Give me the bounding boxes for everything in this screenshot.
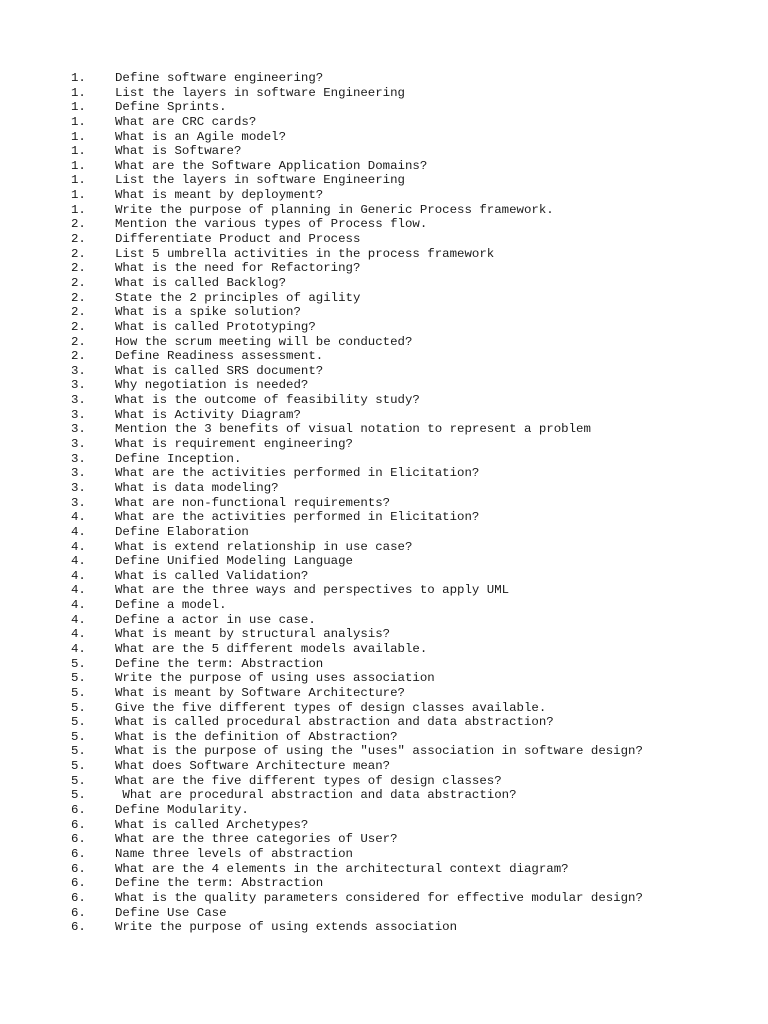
list-item — [71, 217, 751, 232]
question-text: What are the activities performed in Elicitation? — [115, 510, 480, 525]
list-item — [71, 525, 751, 540]
question-text: State the 2 principles of agility — [115, 290, 361, 305]
list-item — [71, 159, 751, 174]
question-text: What is an Agile model? — [115, 129, 287, 144]
list-item — [71, 818, 751, 833]
list-item — [71, 452, 751, 467]
question-text: What are the Software Application Domains? — [115, 158, 428, 173]
list-item — [71, 71, 751, 86]
question-number: 3. — [71, 495, 86, 510]
question-number: 4. — [71, 510, 86, 525]
list-item — [71, 320, 751, 335]
question-text: What is meant by Software Architecture? — [115, 685, 405, 700]
list-item — [71, 496, 751, 511]
list-item — [71, 876, 751, 891]
list-item — [71, 247, 751, 262]
list-item — [71, 832, 751, 847]
question-text: What is Activity Diagram? — [115, 407, 301, 422]
question-number: 2. — [71, 290, 86, 305]
question-number: 1. — [71, 158, 86, 173]
question-number: 2. — [71, 334, 86, 349]
list-item — [71, 305, 751, 320]
question-text: What is meant by structural analysis? — [115, 627, 391, 642]
question-text: Define a model. — [115, 598, 227, 613]
question-list — [71, 71, 751, 935]
question-text: Define software engineering? — [115, 71, 324, 85]
list-item — [71, 393, 751, 408]
list-item — [71, 686, 751, 701]
question-text: List the layers in software Engineering — [115, 85, 405, 100]
list-item — [71, 335, 751, 350]
question-text: What is meant by deployment? — [115, 188, 324, 203]
question-number: 5. — [71, 671, 86, 686]
question-number: 5. — [71, 715, 86, 730]
question-text: What are the three ways and perspectives to apply UML — [115, 583, 510, 598]
question-number: 2. — [71, 349, 86, 364]
question-text: What is called procedural abstraction and data abstraction? — [115, 715, 554, 730]
question-number: 3. — [71, 407, 86, 422]
question-number: 1. — [71, 114, 86, 129]
question-text: Mention the 3 benefits of visual notation to represent a problem — [115, 422, 591, 437]
list-item — [71, 583, 751, 598]
question-text: Define the term: Abstraction — [115, 876, 324, 891]
list-item — [71, 437, 751, 452]
question-text: What is the definition of Abstraction? — [115, 729, 398, 744]
list-item — [71, 613, 751, 628]
list-item — [71, 657, 751, 672]
question-number: 3. — [71, 437, 86, 452]
list-item — [71, 422, 751, 437]
list-item — [71, 730, 751, 745]
list-item — [71, 598, 751, 613]
question-text: Why negotiation is needed? — [115, 378, 309, 393]
question-text: Give the five different types of design classes available. — [115, 700, 547, 715]
question-number: 4. — [71, 524, 86, 539]
question-text: What is the outcome of feasibility study? — [115, 393, 420, 408]
list-item — [71, 364, 751, 379]
question-number: 4. — [71, 539, 86, 554]
list-item — [71, 130, 751, 145]
question-number: 6. — [71, 817, 86, 832]
question-text: What is Software? — [115, 144, 242, 159]
question-number: 5. — [71, 729, 86, 744]
question-number: 4. — [71, 598, 86, 613]
list-item — [71, 569, 751, 584]
question-number: 4. — [71, 568, 86, 583]
list-item — [71, 173, 751, 188]
list-item — [71, 906, 751, 921]
list-item — [71, 203, 751, 218]
question-text: What is called Prototyping? — [115, 319, 316, 334]
list-item — [71, 803, 751, 818]
question-text: Define Readiness assessment. — [115, 349, 324, 364]
question-number: 4. — [71, 583, 86, 598]
question-number: 6. — [71, 905, 86, 920]
list-item — [71, 261, 751, 276]
question-text: Define the term: Abstraction — [115, 656, 324, 671]
list-item — [71, 276, 751, 291]
question-number: 2. — [71, 217, 86, 232]
question-text: What is called Archetypes? — [115, 817, 309, 832]
question-text: What is a spike solution? — [115, 305, 301, 320]
question-text: Name three levels of abstraction — [115, 846, 353, 861]
list-item — [71, 232, 751, 247]
question-text: Differentiate Product and Process — [115, 232, 361, 247]
question-text: Define Use Case — [115, 905, 227, 920]
question-text: What is called Validation? — [115, 568, 309, 583]
question-number: 5. — [71, 700, 86, 715]
question-text: Mention the various types of Process flow. — [115, 217, 428, 232]
question-number: 3. — [71, 422, 86, 437]
question-number: 1. — [71, 85, 86, 100]
question-number: 3. — [71, 480, 86, 495]
list-item — [71, 701, 751, 716]
question-text: What are CRC cards? — [115, 114, 257, 129]
question-text: What is the quality parameters considered for effective modular design? — [115, 890, 643, 905]
question-number: 1. — [71, 202, 86, 217]
list-item — [71, 774, 751, 789]
question-number: 6. — [71, 920, 86, 935]
question-text: Define a actor in use case. — [115, 612, 316, 627]
list-item — [71, 862, 751, 877]
question-text: List the layers in software Engineering — [115, 173, 405, 188]
list-item — [71, 920, 751, 935]
question-number: 6. — [71, 846, 86, 861]
question-number: 2. — [71, 261, 86, 276]
question-number: 2. — [71, 305, 86, 320]
question-text: What are the activities performed in Elicitation? — [115, 466, 480, 481]
list-item — [71, 291, 751, 306]
list-item — [71, 744, 751, 759]
question-number: 1. — [71, 100, 86, 115]
question-text: What is requirement engineering? — [115, 437, 353, 452]
question-text: What is extend relationship in use case? — [115, 539, 413, 554]
question-text: Define Sprints. — [115, 100, 227, 115]
question-text: What is data modeling? — [115, 480, 279, 495]
question-text: Write the purpose of planning in Generic Process framework. — [115, 202, 554, 217]
question-number: 5. — [71, 656, 86, 671]
question-number: 3. — [71, 363, 86, 378]
question-text: How the scrum meeting will be conducted? — [115, 334, 413, 349]
question-number: 6. — [71, 861, 86, 876]
question-number: 4. — [71, 612, 86, 627]
question-number: 5. — [71, 773, 86, 788]
list-item — [71, 349, 751, 364]
question-number: 3. — [71, 393, 86, 408]
list-item — [71, 847, 751, 862]
question-number: 5. — [71, 744, 86, 759]
list-item — [71, 86, 751, 101]
question-number: 6. — [71, 803, 86, 818]
list-item — [71, 408, 751, 423]
question-text: List 5 umbrella activities in the process framework — [115, 246, 495, 261]
question-text: What does Software Architecture mean? — [115, 759, 391, 774]
list-item — [71, 188, 751, 203]
question-text: What is the need for Refactoring? — [115, 261, 361, 276]
question-text: Write the purpose of using uses association — [115, 671, 435, 686]
list-item — [71, 759, 751, 774]
question-number: 2. — [71, 232, 86, 247]
question-number: 2. — [71, 246, 86, 261]
list-item — [71, 715, 751, 730]
list-item — [71, 540, 751, 555]
question-text: What are non-functional requirements? — [115, 495, 391, 510]
list-item — [71, 144, 751, 159]
list-item — [71, 481, 751, 496]
list-item — [71, 554, 751, 569]
question-number: 6. — [71, 832, 86, 847]
question-text: Define Inception. — [115, 451, 242, 466]
question-number: 4. — [71, 627, 86, 642]
list-item — [71, 510, 751, 525]
question-text: Define Elaboration — [115, 524, 249, 539]
question-number: 2. — [71, 319, 86, 334]
question-text: Define Unified Modeling Language — [115, 554, 353, 569]
list-item — [71, 627, 751, 642]
list-item — [71, 466, 751, 481]
question-number: 1. — [71, 144, 86, 159]
question-number: 5. — [71, 685, 86, 700]
question-number: 6. — [71, 890, 86, 905]
question-number: 5. — [71, 788, 86, 803]
question-text: What is the purpose of using the "uses" association in software design? — [115, 744, 643, 759]
question-text: What are the three categories of User? — [115, 832, 398, 847]
list-item — [71, 100, 751, 115]
list-item — [71, 378, 751, 393]
question-text: Define Modularity. — [115, 803, 249, 818]
question-text: What is called SRS document? — [115, 363, 324, 378]
question-number: 1. — [71, 129, 86, 144]
question-text: What are the five different types of design classes? — [115, 773, 502, 788]
list-item — [71, 891, 751, 906]
question-text: What are the 4 elements in the architectural context diagram? — [115, 861, 569, 876]
question-number: 1. — [71, 71, 86, 85]
question-number: 1. — [71, 188, 86, 203]
list-item — [71, 115, 751, 130]
question-text: Write the purpose of using extends association — [115, 920, 458, 935]
question-number: 2. — [71, 275, 86, 290]
question-text: What is called Backlog? — [115, 275, 287, 290]
question-number: 3. — [71, 451, 86, 466]
question-number: 4. — [71, 554, 86, 569]
list-item — [71, 788, 751, 803]
question-number: 6. — [71, 876, 86, 891]
question-number: 3. — [71, 378, 86, 393]
question-number: 5. — [71, 759, 86, 774]
question-text: What are the 5 different models available. — [115, 641, 428, 656]
list-item — [71, 671, 751, 686]
list-item — [71, 642, 751, 657]
question-text: What are procedural abstraction and data abstraction? — [115, 788, 517, 803]
question-number: 3. — [71, 466, 86, 481]
question-number: 1. — [71, 173, 86, 188]
question-number: 4. — [71, 641, 86, 656]
